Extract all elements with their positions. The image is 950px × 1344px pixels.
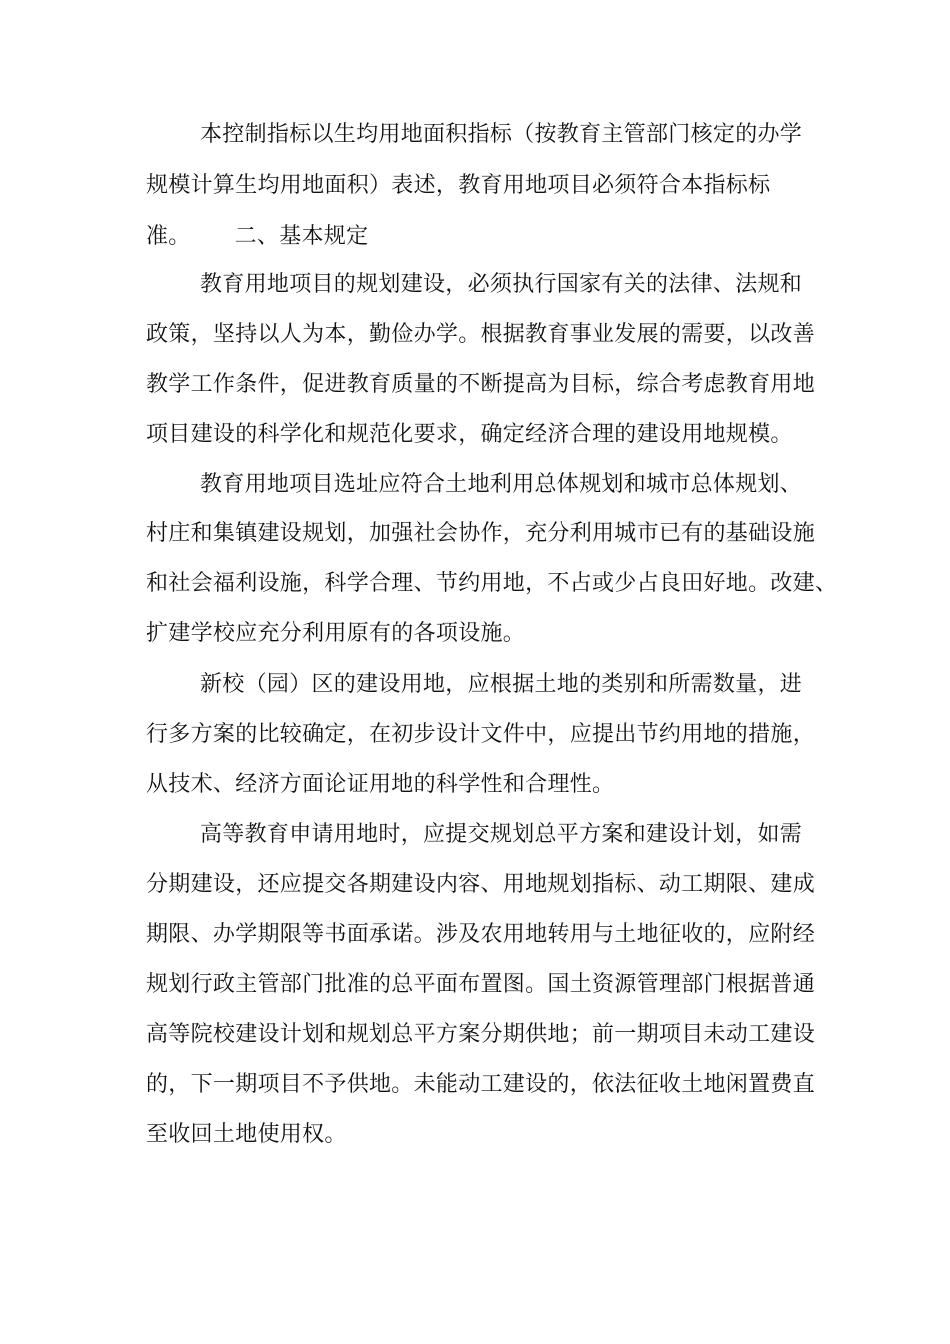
paragraph-2-line-1: 教育用地项目的规划建设，必须执行国家有关的法律、法规和 [200, 272, 803, 297]
paragraph-5-line-4: 规划行政主管部门批准的总平面布置图。国土资源管理部门根据普通 [146, 972, 816, 997]
paragraph-5-line-2: 分期建设，还应提交各期建设内容、用地规划指标、动工期限、建成 [146, 872, 816, 897]
paragraph-2-line-2: 政策，坚持以人为本，勤俭办学。根据教育事业发展的需要，以改善 [146, 322, 816, 347]
paragraph-1-line-3 [146, 222, 368, 252]
paragraph-3-line-4: 扩建学校应充分利用原有的各项设施。 [146, 621, 526, 646]
paragraph-2-line-4: 项目建设的科学化和规范化要求，确定经济合理的建设用地规模。 [146, 422, 793, 447]
paragraph-5-line-5: 高等院校建设计划和规划总平方案分期供地；前一期项目未动工建设 [146, 1022, 816, 1047]
paragraph-2-line-3: 教学工作条件，促进教育质量的不断提高为目标，综合考虑教育用地 [146, 372, 816, 397]
paragraph-3-line-3: 和社会福利设施，科学合理、节约用地，不占或少占良田好地。改建、 [146, 571, 838, 596]
paragraph-5-line-7: 至收回土地使用权。 [146, 1122, 347, 1147]
paragraph-4-line-3: 从技术、经济方面论证用地的科学性和合理性。 [146, 772, 615, 797]
section-heading: 二、基本规定 [234, 224, 369, 249]
paragraph-1-line-2: 规模计算生均用地面积）表述，教育用地项目必须符合本指标标 [146, 173, 771, 198]
paragraph-5-line-6: 的，下一期项目不予供地。未能动工建设的，依法征收土地闲置费直 [146, 1072, 816, 1097]
paragraph-5-line-1: 高等教育申请用地时，应提交规划总平方案和建设计划，如需 [200, 822, 803, 847]
paragraph-5-line-3: 期限、办学期限等书面承诺。涉及农用地转用与土地征收的，应附经 [146, 922, 816, 947]
paragraph-1-ending: 准。 [146, 224, 191, 249]
paragraph-3-line-1: 教育用地项目选址应符合土地利用总体规划和城市总体规划、 [200, 472, 803, 497]
paragraph-4-line-1: 新校（园）区的建设用地，应根据土地的类别和所需数量，进 [200, 672, 803, 697]
paragraph-3-line-2: 村庄和集镇建设规划，加强社会协作，充分利用城市已有的基础设施 [146, 521, 816, 546]
paragraph-4-line-2: 行多方案的比较确定，在初步设计文件中，应提出节约用地的措施， [146, 722, 816, 747]
paragraph-1-line-1: 本控制指标以生均用地面积指标（按教育主管部门核定的办学 [200, 122, 803, 147]
